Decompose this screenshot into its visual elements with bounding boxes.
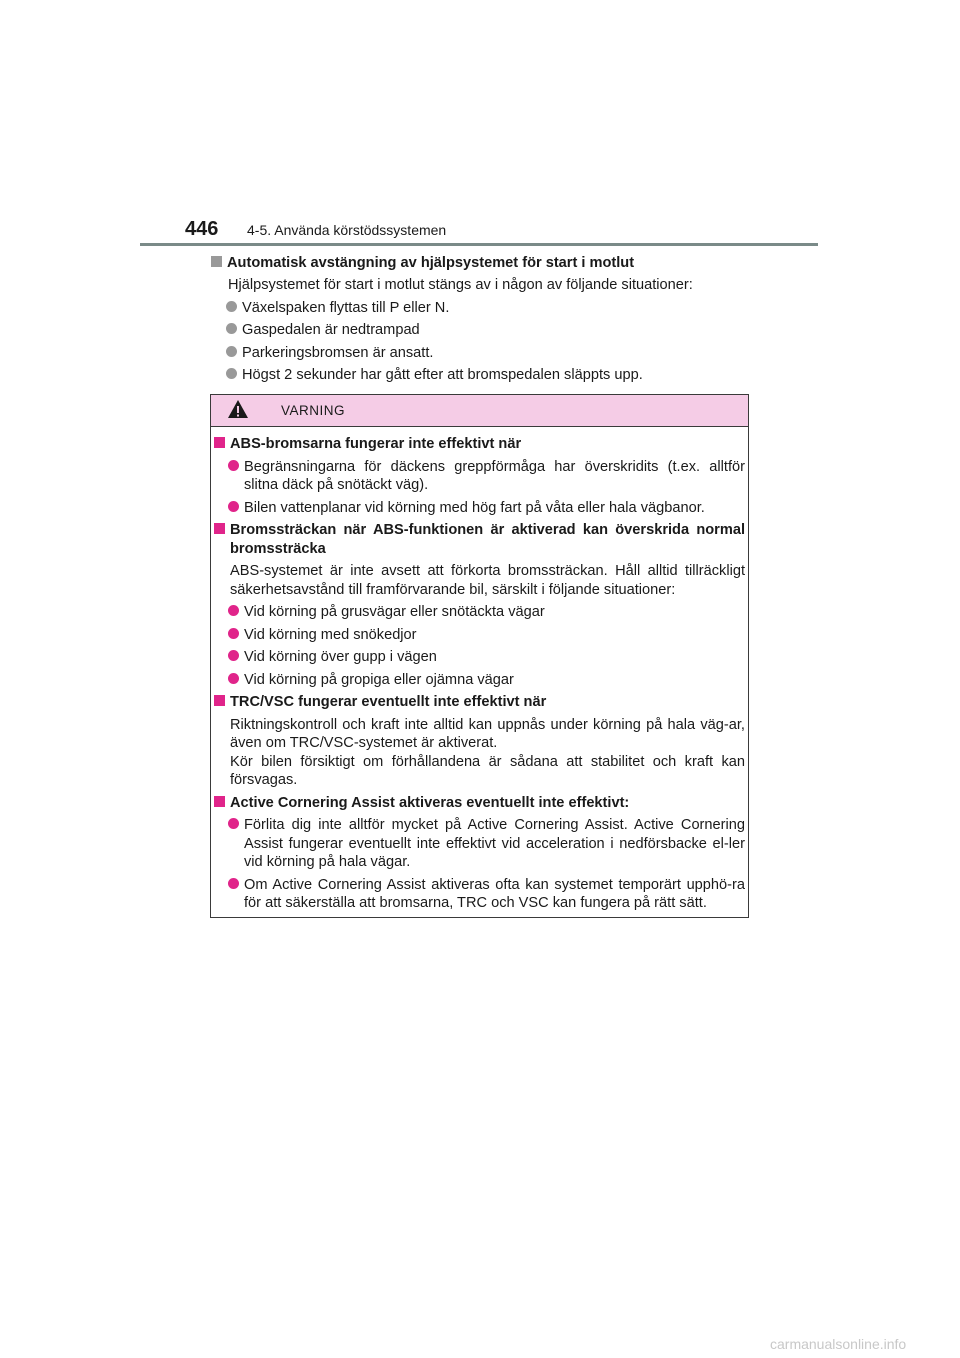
- list-item: Vid körning över gupp i vägen: [213, 648, 745, 667]
- list-item: Högst 2 sekunder har gått efter att bromspedalen släppts upp.: [211, 366, 751, 385]
- warning-heading-braking-distance: Bromssträckan när ABS-funktionen är aktiverad kan överskrida normal bromssträcka: [213, 521, 745, 558]
- square-bullet-icon: [214, 796, 225, 807]
- bullet-icon: [228, 818, 239, 829]
- bullet-icon: [228, 628, 239, 639]
- list-item: Bilen vattenplanar vid körning med hög fart på våta eller hala vägbanor.: [213, 499, 745, 518]
- list-item: Växelspaken flyttas till P eller N.: [211, 299, 751, 318]
- bullet-icon: [228, 501, 239, 512]
- watermark: carmanualsonline.info: [770, 1336, 907, 1352]
- warning-text: ABS-systemet är inte avsett att förkorta bromssträckan. Håll alltid tillräckligt säkerhetsavstånd till framförvarande bil, särskilt i följande situationer:: [230, 563, 745, 598]
- square-bullet-icon: [211, 256, 222, 267]
- bullet-icon: [226, 301, 237, 312]
- bullet-icon: [226, 323, 237, 334]
- warning-title: VARNING: [281, 403, 346, 418]
- page-number: 446: [185, 218, 219, 240]
- warning-text: Riktningskontroll och kraft inte alltid kan uppnås under körning på hala väg-ar, även om TRC/VSC-systemet är aktiverat.: [230, 716, 745, 751]
- warning-heading-active-cornering: Active Cornering Assist aktiveras eventuellt inte effektivt:: [213, 794, 745, 813]
- header-rule: [140, 243, 818, 246]
- auto-off-heading: Automatisk avstängning av hjälpsystemet för start i motlut: [211, 254, 751, 273]
- bullet-icon: [228, 673, 239, 684]
- warning-text: Kör bilen försiktigt om förhållandena är sådana att stabilitet och kraft kan försvagas.: [230, 753, 745, 788]
- square-bullet-icon: [214, 523, 225, 534]
- auto-off-section: [211, 254, 751, 385]
- warning-box: [210, 394, 749, 918]
- warning-triangle-icon: [227, 399, 249, 419]
- bullet-icon: [228, 878, 239, 889]
- section-title: 4-5. Använda körstödssystemen: [247, 222, 447, 238]
- list-item: Vid körning på gropiga eller ojämna vägar: [213, 671, 745, 690]
- list-item: Gaspedalen är nedtrampad: [211, 321, 751, 340]
- bullet-icon: [228, 605, 239, 616]
- square-bullet-icon: [214, 695, 225, 706]
- list-item: Vid körning med snökedjor: [213, 626, 745, 645]
- bullet-icon: [226, 368, 237, 379]
- bullet-icon: [228, 460, 239, 471]
- bullet-icon: [226, 346, 237, 357]
- warning-body: [213, 435, 745, 913]
- warning-header: [211, 395, 748, 427]
- auto-off-intro: Hjälpsystemet för start i motlut stängs av i någon av följande situationer:: [228, 277, 693, 293]
- warning-heading-abs: ABS-bromsarna fungerar inte effektivt när: [213, 435, 745, 454]
- square-bullet-icon: [214, 437, 225, 448]
- list-item: Vid körning på grusvägar eller snötäckta vägar: [213, 603, 745, 622]
- list-item: Förlita dig inte alltför mycket på Active Cornering Assist. Active Cornering Assist fungerar eventuellt inte effektivt vid acceleration i nedförsbacke el-ler vid körning på hala vägar.: [213, 816, 745, 872]
- warning-heading-trc-vsc: TRC/VSC fungerar eventuellt inte effektivt när: [213, 693, 745, 712]
- list-item: Om Active Cornering Assist aktiveras ofta kan systemet temporärt upphö-ra för att säkerställa att bromsarna, TRC och VSC kan fungera på rätt sätt.: [213, 876, 745, 913]
- list-item: Begränsningarna för däckens greppförmåga har överskridits (t.ex. alltför slitna däck på snötäckt väg).: [213, 458, 745, 495]
- list-item: Parkeringsbromsen är ansatt.: [211, 344, 751, 363]
- bullet-icon: [228, 650, 239, 661]
